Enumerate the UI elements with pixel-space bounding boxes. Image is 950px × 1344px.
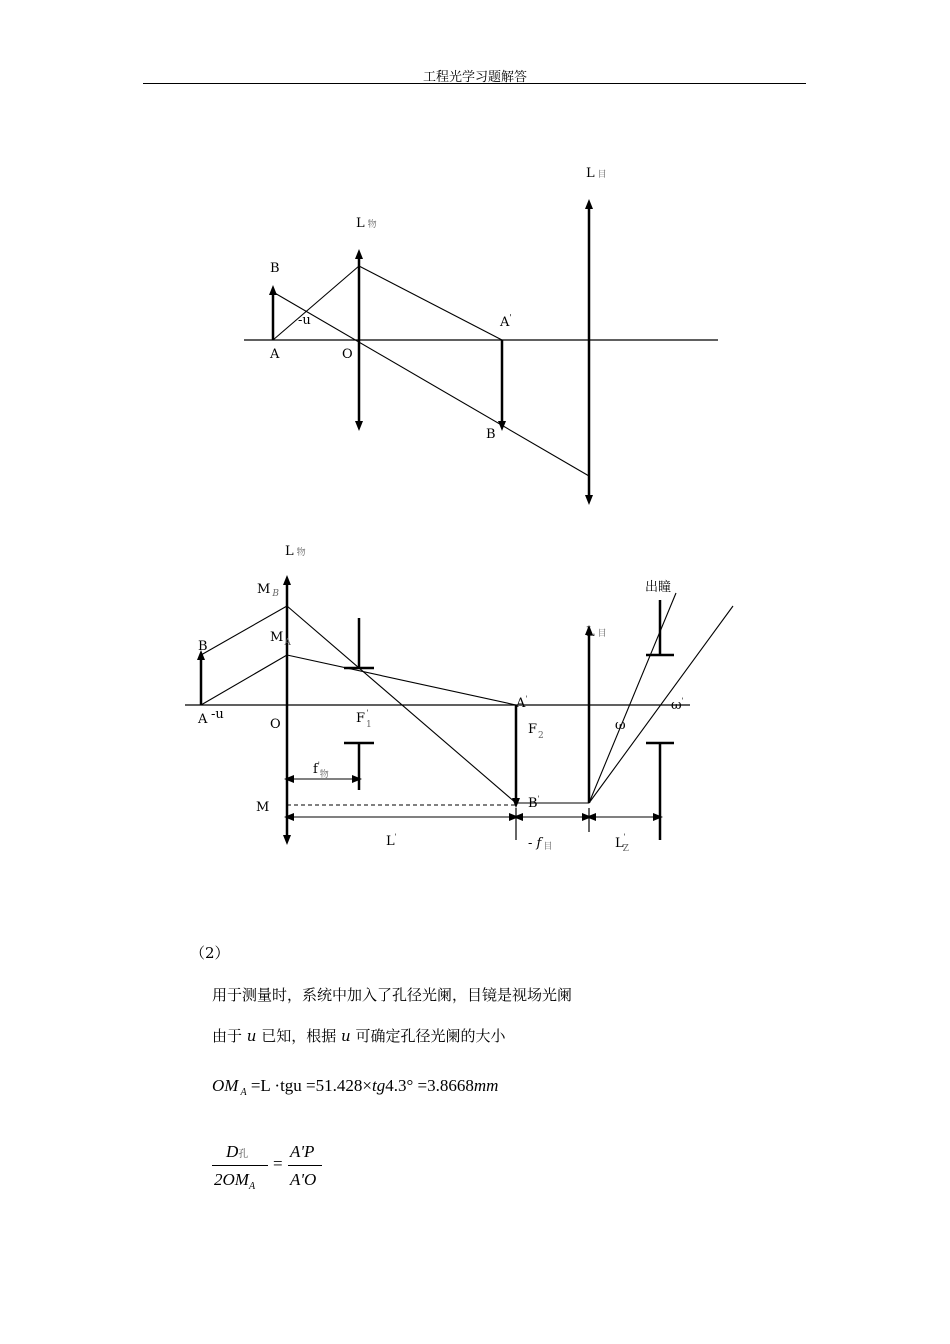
- label-O-2: O: [270, 717, 281, 732]
- body-line-1: 用于测量时，系统中加入了孔径光阑，目镜是视场光阑: [212, 986, 573, 1004]
- label-B-1: B: [270, 261, 280, 276]
- label-f-obj: $f'_物$: [313, 761, 329, 780]
- label-omega-prime: ω': [671, 697, 684, 713]
- label-B-prime-2: B': [528, 795, 540, 811]
- ray-1b: [359, 266, 502, 340]
- part-number: （2）: [190, 944, 230, 962]
- ray-2f: [589, 593, 676, 803]
- label-L-obj-1: L 物: [356, 216, 377, 231]
- label-M-A: $M_A$: [270, 630, 291, 648]
- label-neg-u-1: -u: [298, 313, 311, 328]
- ray-1a: [273, 266, 359, 340]
- ray-2c: [201, 655, 287, 705]
- label-F2: $F_2$: [528, 722, 544, 741]
- label-neg-u-2: -u: [211, 707, 224, 722]
- label-L-eye-2: L 目: [586, 625, 607, 640]
- page-header: 工程光学习题解答: [422, 70, 527, 85]
- label-exit-pupil: 出瞳: [645, 580, 672, 595]
- label-A-prime-1: A': [500, 313, 512, 330]
- label-B-prime-1: B: [486, 427, 496, 442]
- label-M-B: M $_B$: [257, 582, 279, 599]
- label-L-z: L' Z: [615, 833, 629, 854]
- body-line-2: 由于 u 已知，根据 u 可确定孔径光阑的大小: [212, 1027, 506, 1045]
- label-F1-prime: $F_1'$: [356, 709, 372, 730]
- label-neg-f-eye: - f 目: [528, 836, 553, 852]
- label-L-obj-2: L 物: [285, 544, 306, 559]
- figure-2: [185, 544, 733, 854]
- label-A-prime-2: A': [516, 695, 528, 711]
- label-O-1: O: [342, 347, 353, 362]
- label-omega: ω: [615, 718, 626, 733]
- label-A-1: A: [270, 347, 280, 362]
- figure-1: [244, 166, 718, 500]
- ray-2d: [287, 655, 516, 705]
- label-A-2: A: [198, 712, 208, 727]
- equation-1: OM $_A$ =L ·tgu =51.428×tg4.3° =3.8668mm: [212, 1076, 499, 1098]
- equation-2: D孔 $2OM_A$ = A'P A'O: [212, 1140, 342, 1200]
- label-L-eye-1: L 目: [586, 166, 607, 181]
- label-M: M: [256, 800, 270, 815]
- ray-1c: [273, 292, 589, 476]
- label-L-prime: L': [386, 833, 397, 849]
- label-B-2: B: [198, 639, 208, 654]
